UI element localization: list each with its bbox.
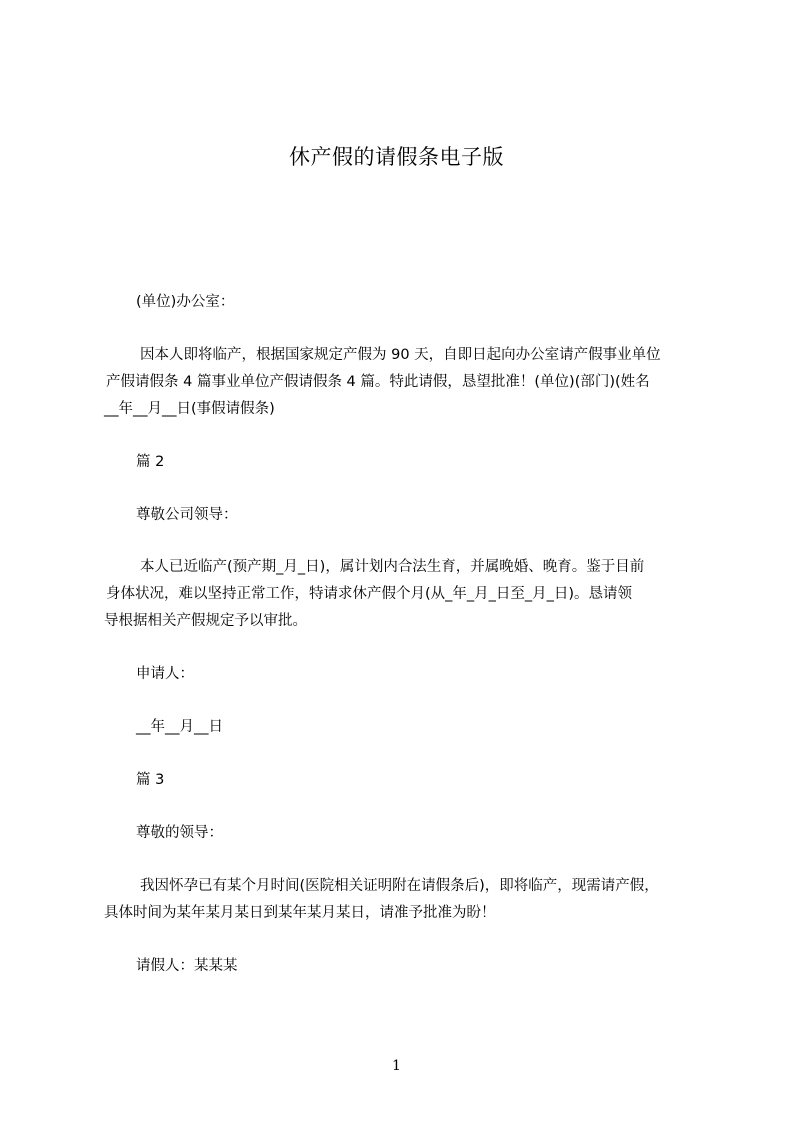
paragraph-3-line-1: 我因怀孕已有某个月时间(医院相关证明附在请假条后)，即将临产，现需请产假， [140,878,659,894]
paragraph-1-line-3: __年__月__日(事假请假条) [104,401,275,417]
requester-line: 请假人：某某某 [136,958,238,974]
date-line: __年__月__日 [136,719,223,735]
document-title: 休产假的请假条电子版 [289,145,504,169]
paragraph-1-line-1: 因本人即将临产，根据国家规定产假为 90 天，自即日起向办公室请产假事业单位 [140,347,661,363]
salutation-2: 尊敬公司领导： [136,507,238,523]
section-heading-2: 篇 2 [136,454,165,470]
paragraph-2-line-1: 本人已近临产(预产期_月_日)，属计划内合法生育，并属晚婚、晚育。鉴于目前 [140,559,645,575]
paragraph-2-line-3: 导根据相关产假规定予以审批。 [104,613,307,629]
paragraph-3-line-2: 具体时间为某年某月某日到某年某月某日，请准予批准为盼！ [104,905,496,921]
applicant-line: 申请人： [136,666,194,682]
section-heading-3: 篇 3 [136,772,165,788]
paragraph-1-line-2: 产假请假条 4 篇事业单位产假请假条 4 篇。特此请假，恳望批准！(单位)(部门)(姓名 [106,374,650,390]
salutation-3: 尊敬的领导： [136,825,223,841]
page-number: 1 [392,1058,401,1074]
addressee-line: (单位)办公室： [136,294,235,310]
paragraph-2-line-2: 身体状况，难以坚持正常工作，特请求休产假个月(从_年_月_日至_月_日)。恳请领 [106,586,633,602]
